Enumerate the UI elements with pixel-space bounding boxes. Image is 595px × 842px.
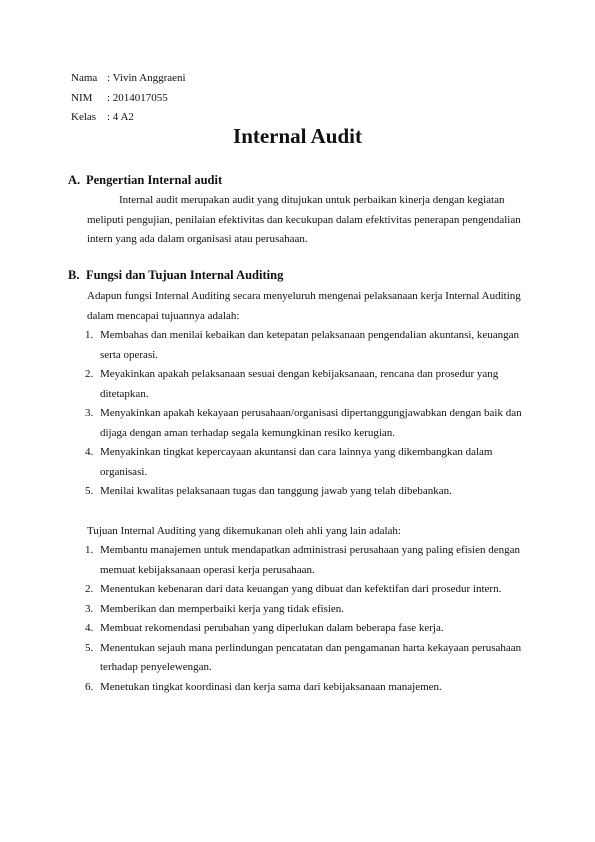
goals-intro: Tujuan Internal Auditing yang dikemukanan oleh ahli yang lain adalah: [87, 525, 401, 537]
list-item [85, 541, 530, 580]
list-text: Membantu manajemen untuk mendapatkan administrasi perusahaan yang paling efisien dengan memuat kebijaksanaan operasi kerja perusahaan. [100, 544, 521, 576]
functions-list [85, 326, 530, 502]
list-item [85, 404, 530, 443]
list-text: Membuat rekomendasi perubahan yang diperlukan dalam beberapa fase kerja. [100, 622, 444, 634]
name-value: : Vivin Anggraeni [107, 72, 186, 84]
student-identity [71, 69, 186, 128]
list-text: Menentukan sejauh mana perlindungan pencatatan dan pengamanan harta kekayaan perusahaan terhadap penyelewengan. [100, 641, 522, 673]
list-text: Membahas dan menilai kebaikan dan ketepatan pelaksanaan pengendalian akuntansi, keuangan serta operasi. [100, 329, 520, 361]
section-b-heading [68, 268, 283, 283]
list-text: Menyakinkan tingkat kepercayaan akuntansi dan cara lainnya yang dikembangkan dalam organisasi. [100, 446, 493, 478]
list-item [85, 443, 530, 482]
list-item [85, 600, 530, 620]
list-item [85, 326, 530, 365]
list-item [85, 619, 530, 639]
list-number: 2. [85, 368, 94, 380]
list-text: Memberikan dan memperbaiki kerja yang tidak efisien. [100, 602, 345, 615]
nim-label: NIM [71, 91, 93, 104]
list-number: 4. [85, 622, 94, 634]
identity-row-name [71, 69, 186, 89]
list-item [85, 482, 530, 502]
list-text: Menetukan tingkat koordinasi dan kerja sama dari kebijaksanaan manajemen. [100, 680, 442, 693]
section-a-title: Pengertian Internal audit [86, 173, 223, 187]
list-text: Menilai kwalitas pelaksanaan tugas dan tanggung jawab yang telah dibebankan. [100, 485, 452, 497]
list-number: 1. [85, 329, 94, 341]
list-text: Menentukan kebenaran dari data keuangan yang dibuat dan kefektifan dari prosedur intern. [100, 583, 502, 595]
list-number: 6. [85, 680, 94, 693]
nim-value: : 2014017055 [107, 91, 168, 104]
section-b-letter: B. [68, 268, 80, 282]
section-a-heading [68, 173, 222, 188]
section-a-letter: A. [68, 173, 81, 187]
list-item [85, 365, 530, 404]
functions-intro: Adapun fungsi Internal Auditing secara menyeluruh mengenai pelaksanaan kerja Internal Auditing dalam mencapai tujuannya adalah: [87, 290, 521, 322]
section-a-body: Internal audit merupakan audit yang ditujukan untuk perbaikan kinerja dengan kegiatan meliputi pengujian, penilaian efektivitas dan kecukupan dalam efektivitas penerapan pengendalian intern yang ada dalam organisasi atau perusahaan. [87, 194, 521, 245]
identity-row-nim [71, 89, 186, 109]
list-text: Menyakinkan apakah kekayaan perusahaan/organisasi dipertanggungjawabkan dengan baik dan dijaga dengan aman terhadap segala kemungkinan resiko kerugian. [100, 407, 522, 439]
name-label: Nama [71, 72, 98, 84]
goals-list [85, 541, 530, 697]
list-number: 3. [85, 407, 94, 419]
list-item [85, 678, 530, 698]
document-title: Internal Audit [233, 124, 362, 148]
list-number: 5. [85, 485, 94, 497]
class-value: : 4 A2 [107, 111, 134, 123]
list-number: 1. [85, 544, 94, 556]
list-number: 3. [85, 602, 94, 615]
list-item [85, 639, 530, 678]
section-b-title: Fungsi dan Tujuan Internal Auditing [86, 268, 284, 282]
list-item [85, 580, 530, 600]
class-label: Kelas [71, 111, 97, 123]
list-number: 4. [85, 446, 94, 458]
list-number: 5. [85, 641, 94, 654]
list-number: 2. [85, 583, 94, 595]
list-text: Meyakinkan apakah pelaksanaan sesuai dengan kebijaksanaan, rencana dan prosedur yang ditetapkan. [100, 368, 499, 400]
